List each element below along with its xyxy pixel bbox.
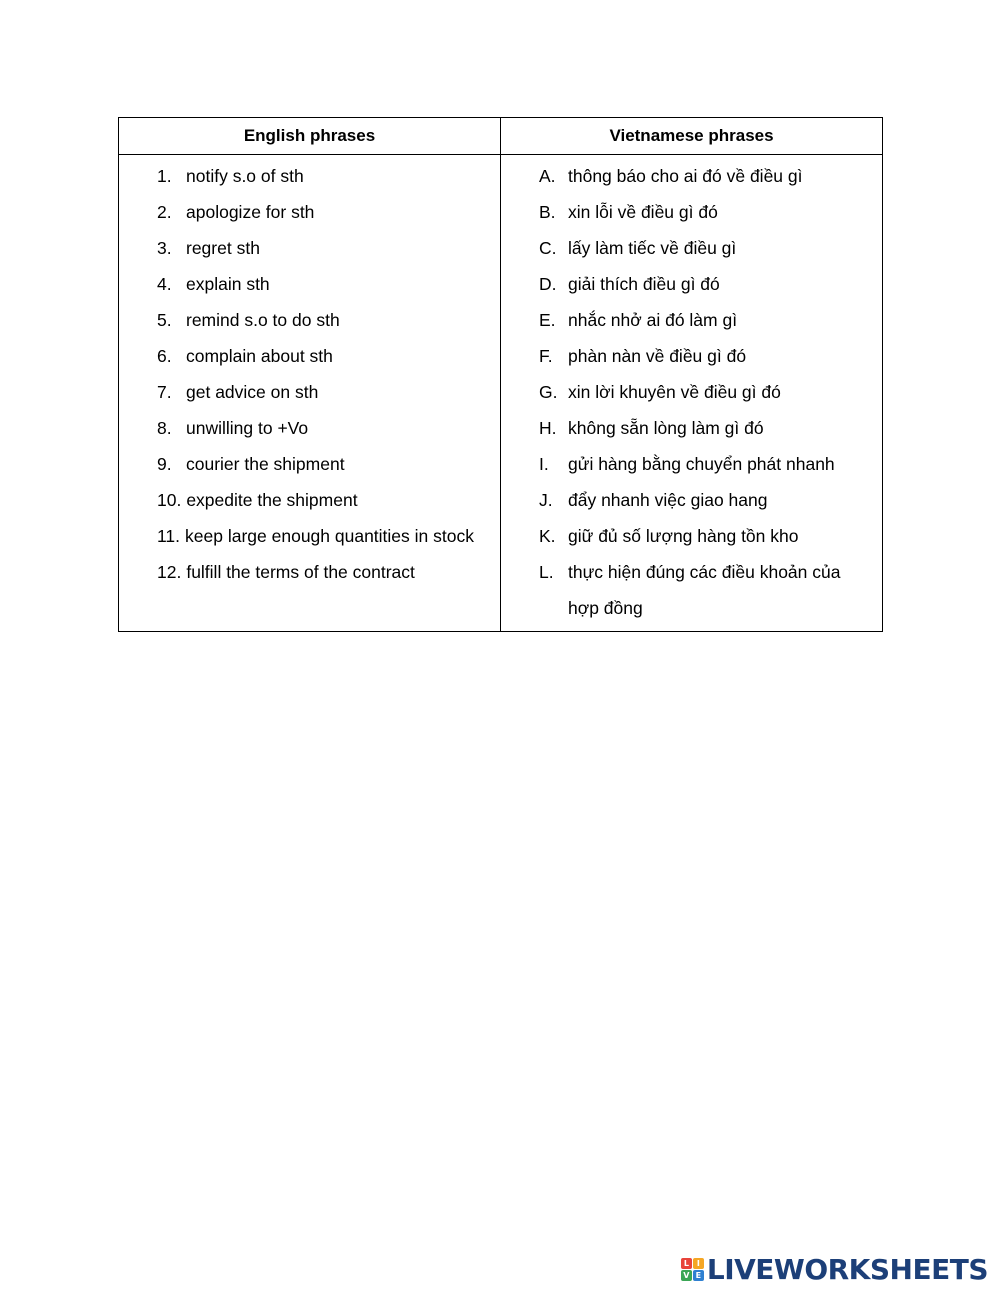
vietnamese-phrase-list (501, 155, 882, 631)
list-item (119, 410, 500, 446)
english-phrase: fulfill the terms of the contract (186, 562, 415, 582)
list-item (501, 518, 882, 554)
english-phrase-list (119, 155, 500, 595)
table-header-row (119, 118, 883, 155)
item-number: 5. (157, 310, 172, 330)
vietnamese-phrase: giữ đủ số lượng hàng tồn kho (568, 526, 799, 546)
item-letter: B. (539, 202, 556, 222)
item-number: 3. (157, 238, 172, 258)
list-item (119, 374, 500, 410)
item-letter: J. (539, 490, 553, 510)
vietnamese-phrase: giải thích điều gì đó (568, 274, 720, 294)
list-item (501, 410, 882, 446)
vietnamese-phrase: lấy làm tiếc về điều gì (568, 238, 737, 258)
list-item (119, 338, 500, 374)
item-number: 7. (157, 382, 172, 402)
list-item (501, 482, 882, 518)
vietnamese-phrase: xin lỗi về điều gì đó (568, 202, 718, 222)
english-phrase: keep large enough quantities in stock (185, 526, 474, 546)
list-item (501, 554, 882, 626)
vietnamese-phrase: thông báo cho ai đó về điều gì (568, 166, 803, 186)
table-body-row (119, 155, 883, 632)
list-item (501, 302, 882, 338)
list-item (119, 230, 500, 266)
english-phrase: expedite the shipment (186, 490, 358, 510)
list-item (119, 302, 500, 338)
item-letter: L. (539, 562, 554, 582)
list-item (501, 158, 882, 194)
item-number: 9. (157, 454, 172, 474)
logo-tile: E (693, 1270, 704, 1281)
list-item (119, 158, 500, 194)
liveworksheets-logo-icon (681, 1258, 704, 1281)
item-number: 4. (157, 274, 172, 294)
phrase-matching-table (118, 117, 883, 632)
list-item (119, 446, 500, 482)
english-phrase: remind s.o to do sth (186, 310, 340, 330)
item-number: 1. (157, 166, 172, 186)
vietnamese-phrase: đẩy nhanh việc giao hang (568, 490, 768, 510)
logo-tile: L (681, 1258, 692, 1269)
list-item (119, 482, 500, 518)
english-phrases-cell (119, 155, 501, 632)
list-item (119, 554, 500, 590)
english-phrase: courier the shipment (186, 454, 345, 474)
item-letter: A. (539, 166, 556, 186)
vietnamese-phrases-cell (501, 155, 883, 632)
vietnamese-phrase: xin lời khuyên về điều gì đó (568, 382, 781, 402)
english-phrase: notify s.o of sth (186, 166, 304, 186)
english-phrase: explain sth (186, 274, 270, 294)
vietnamese-phrase: nhắc nhở ai đó làm gì (568, 310, 738, 330)
item-number: 10. (157, 490, 182, 510)
item-letter: K. (539, 526, 556, 546)
item-letter: G. (539, 382, 558, 402)
list-item (501, 194, 882, 230)
header-vietnamese-phrases: Vietnamese phrases (501, 118, 883, 155)
vietnamese-phrase: thực hiện đúng các điều khoản của hợp đồng (568, 562, 841, 618)
vietnamese-phrase: phàn nàn về điều gì đó (568, 346, 747, 366)
logo-tile: I (693, 1258, 704, 1269)
item-number: 2. (157, 202, 172, 222)
list-item (501, 230, 882, 266)
list-item (501, 266, 882, 302)
vietnamese-phrase: không sẵn lòng làm gì đó (568, 418, 764, 438)
logo-tile: V (681, 1270, 692, 1281)
list-item (501, 374, 882, 410)
item-letter: C. (539, 238, 557, 258)
item-letter: D. (539, 274, 557, 294)
item-number: 11. (157, 526, 181, 546)
liveworksheets-logo (681, 1254, 988, 1284)
liveworksheets-logo-text: LIVEWORKSHEETS (706, 1252, 988, 1286)
english-phrase: get advice on sth (186, 382, 319, 402)
item-letter: H. (539, 418, 557, 438)
item-number: 6. (157, 346, 172, 366)
item-number: 8. (157, 418, 172, 438)
english-phrase: complain about sth (186, 346, 333, 366)
item-letter: E. (539, 310, 556, 330)
english-phrase: regret sth (186, 238, 260, 258)
english-phrase: unwilling to +Vo (186, 418, 309, 438)
header-english-phrases: English phrases (119, 118, 501, 155)
english-phrase: apologize for sth (186, 202, 315, 222)
item-number: 12. (157, 562, 182, 582)
vietnamese-phrase: gửi hàng bằng chuyển phát nhanh (568, 454, 835, 474)
item-letter: F. (539, 346, 553, 366)
list-item (119, 266, 500, 302)
item-letter: I. (539, 454, 549, 474)
list-item (501, 338, 882, 374)
list-item (119, 194, 500, 230)
list-item (501, 446, 882, 482)
list-item (119, 518, 500, 554)
